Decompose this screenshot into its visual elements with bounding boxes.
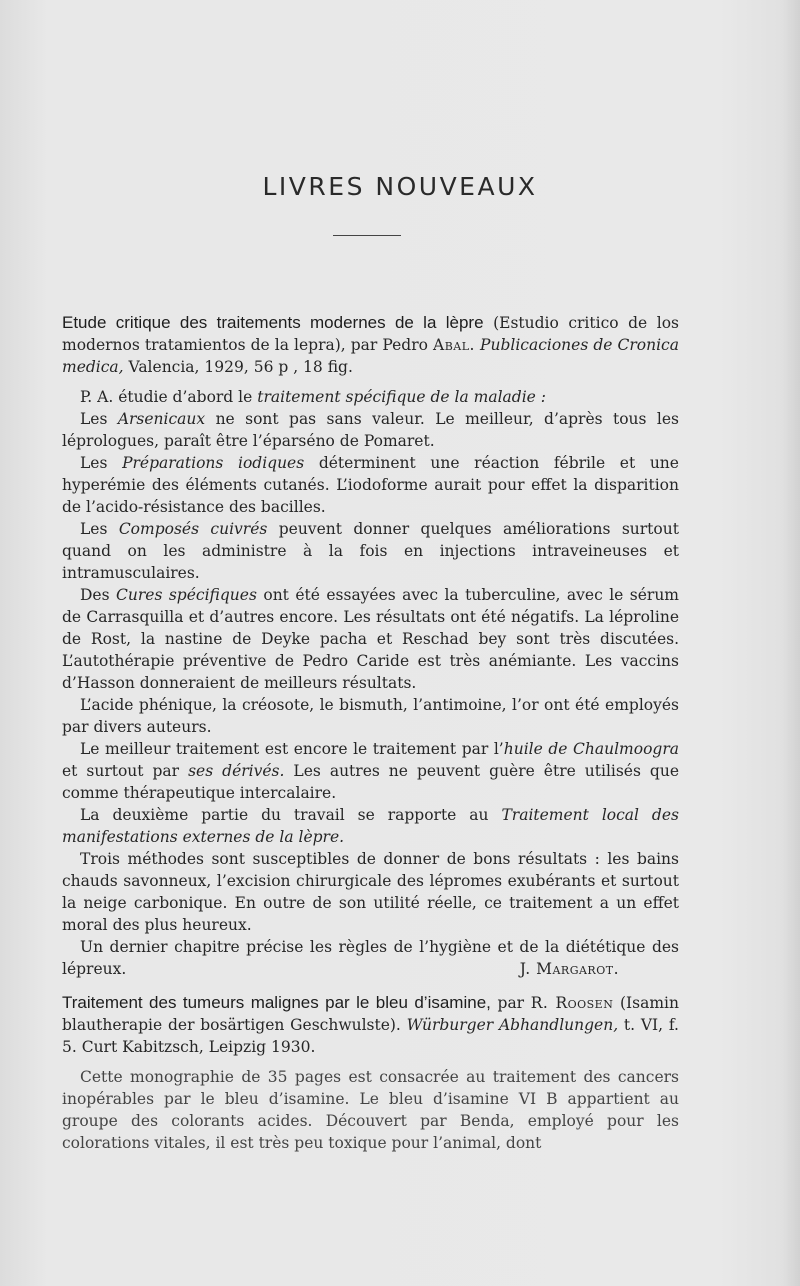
- review1-details: Valencia, 1929, 56 p , 18 fig.: [128, 358, 353, 376]
- review2-german-title: (Isamin blautherapie der bosärtigen Geschwulste).: [62, 994, 679, 1034]
- p4-start: Les: [80, 520, 108, 538]
- p3-start: Les: [80, 454, 108, 472]
- review2-par: par: [497, 994, 525, 1012]
- review1-paragraph-5: [62, 584, 679, 694]
- review1-paragraph-2: [62, 408, 679, 452]
- p4-rest: peuvent donner quelques améliorations surtout quand on les administre à la fois en injections intraveineuses et intramusculaires.: [62, 520, 679, 582]
- p7-italic-2: ses dérivés.: [188, 762, 285, 780]
- review1-paragraph-3: [62, 452, 679, 518]
- review2-author: R. Roosen: [530, 994, 614, 1012]
- p7-mid: et surtout par: [62, 762, 180, 780]
- p1-text: P. A. étudie d’abord le: [80, 388, 253, 406]
- signature-text: J. Margarot.: [519, 960, 619, 978]
- p3-rest: déterminent une réaction fébrile et une hyperémie des éléments cutanés. L’iodoforme aurait pour effet la disparition de l’acido-résistance des bacilles.: [62, 454, 679, 516]
- p7-start: Le meilleur traitement est encore le traitement par l’: [80, 740, 504, 758]
- review2-paragraph-1: Cette monographie de 35 pages est consacrée au traitement des cancers inopérables par le bleu d’isamine. Le bleu d’isamine VI B appartient au groupe des colorants acides. Découvert par Benda, employé pour les colorations vitales, il est très peu toxique pour l’animal, dont: [62, 1068, 679, 1152]
- review2-title: Traitement des tumeurs malignes par le bleu d’isamine,: [62, 993, 491, 1012]
- review1-heading: [62, 312, 679, 378]
- p8-start: La deuxième partie du travail se rapporte au: [80, 806, 489, 824]
- review2-publication: Würburger Abhandlungen,: [406, 1016, 619, 1034]
- p3-italic: Préparations iodiques: [122, 454, 305, 472]
- p10-text: Un dernier chapitre précise les règles de l’hygiène et de la diététique des lépreux.: [62, 938, 679, 978]
- p5-start: Des: [80, 586, 110, 604]
- section-title: LIVRES NOUVEAUX: [262, 172, 538, 201]
- p2-rest: ne sont pas sans valeur. Le meilleur, d’après tous les léprologues, paraît être l’éparséno de Pomaret.: [62, 410, 679, 450]
- review1-subtitle: (Estudio critico de los modernos tratamientos de la lepra), par Pedro: [62, 314, 679, 354]
- review1-paragraph-1: [62, 386, 679, 408]
- p2-italic: Arsenicaux: [117, 410, 206, 428]
- p4-italic: Composés cuivrés: [118, 520, 268, 538]
- review1-signature: [62, 958, 679, 980]
- p2-start: Les: [80, 410, 108, 428]
- review1-author: Abal.: [433, 336, 475, 354]
- review1-paragraph-4: [62, 518, 679, 584]
- p7-rest: Les autres ne peuvent guère être utilisés que comme thérapeutique intercalaire.: [62, 762, 679, 802]
- reviews-body: [62, 312, 679, 1154]
- review2-heading: [62, 992, 679, 1058]
- p5-rest: ont été essayées avec la tuberculine, avec le sérum de Carrasquilla et d’autres encore. Les résultats ont été négatifs. La léproline de Rost, la nastine de Deyke pacha et Reschad bey sont très discutées. L’autothérapie préventive de Pedro Caride est très anémiante. Les vaccins d’Hasson donneraient de meilleurs résultats.: [62, 586, 679, 692]
- p8-italic: Traitement local des manifestations externes de la lèpre.: [62, 806, 679, 846]
- review1-paragraph-8: [62, 804, 679, 848]
- review1-paragraph-7: [62, 738, 679, 804]
- p5-italic: Cures spécifiques: [116, 586, 257, 604]
- review1-paragraph-6: L’acide phénique, la créosote, le bismuth, l’antimoine, l’or ont été employés par divers auteurs.: [62, 696, 679, 736]
- review2-details: t. VI, f. 5. Curt Kabitzsch, Leipzig 1930.: [62, 1016, 679, 1056]
- review1-title: Etude critique des traitements modernes de la lèpre: [62, 313, 484, 332]
- p7-italic-1: huile de Chaulmoogra: [503, 740, 679, 758]
- p1-italic: traitement spécifique de la maladie :: [257, 388, 546, 406]
- title-divider: [333, 235, 401, 236]
- review1-publication: Publicaciones de Cronica medica,: [62, 336, 679, 376]
- review1-paragraph-9: Trois méthodes sont susceptibles de donner de bons résultats : les bains chauds savonneux, l’excision chirurgicale des lépromes exubérants et surtout la neige carbonique. En outre de son utilité réelle, ce traitement a un effet moral des plus heureux.: [62, 850, 679, 934]
